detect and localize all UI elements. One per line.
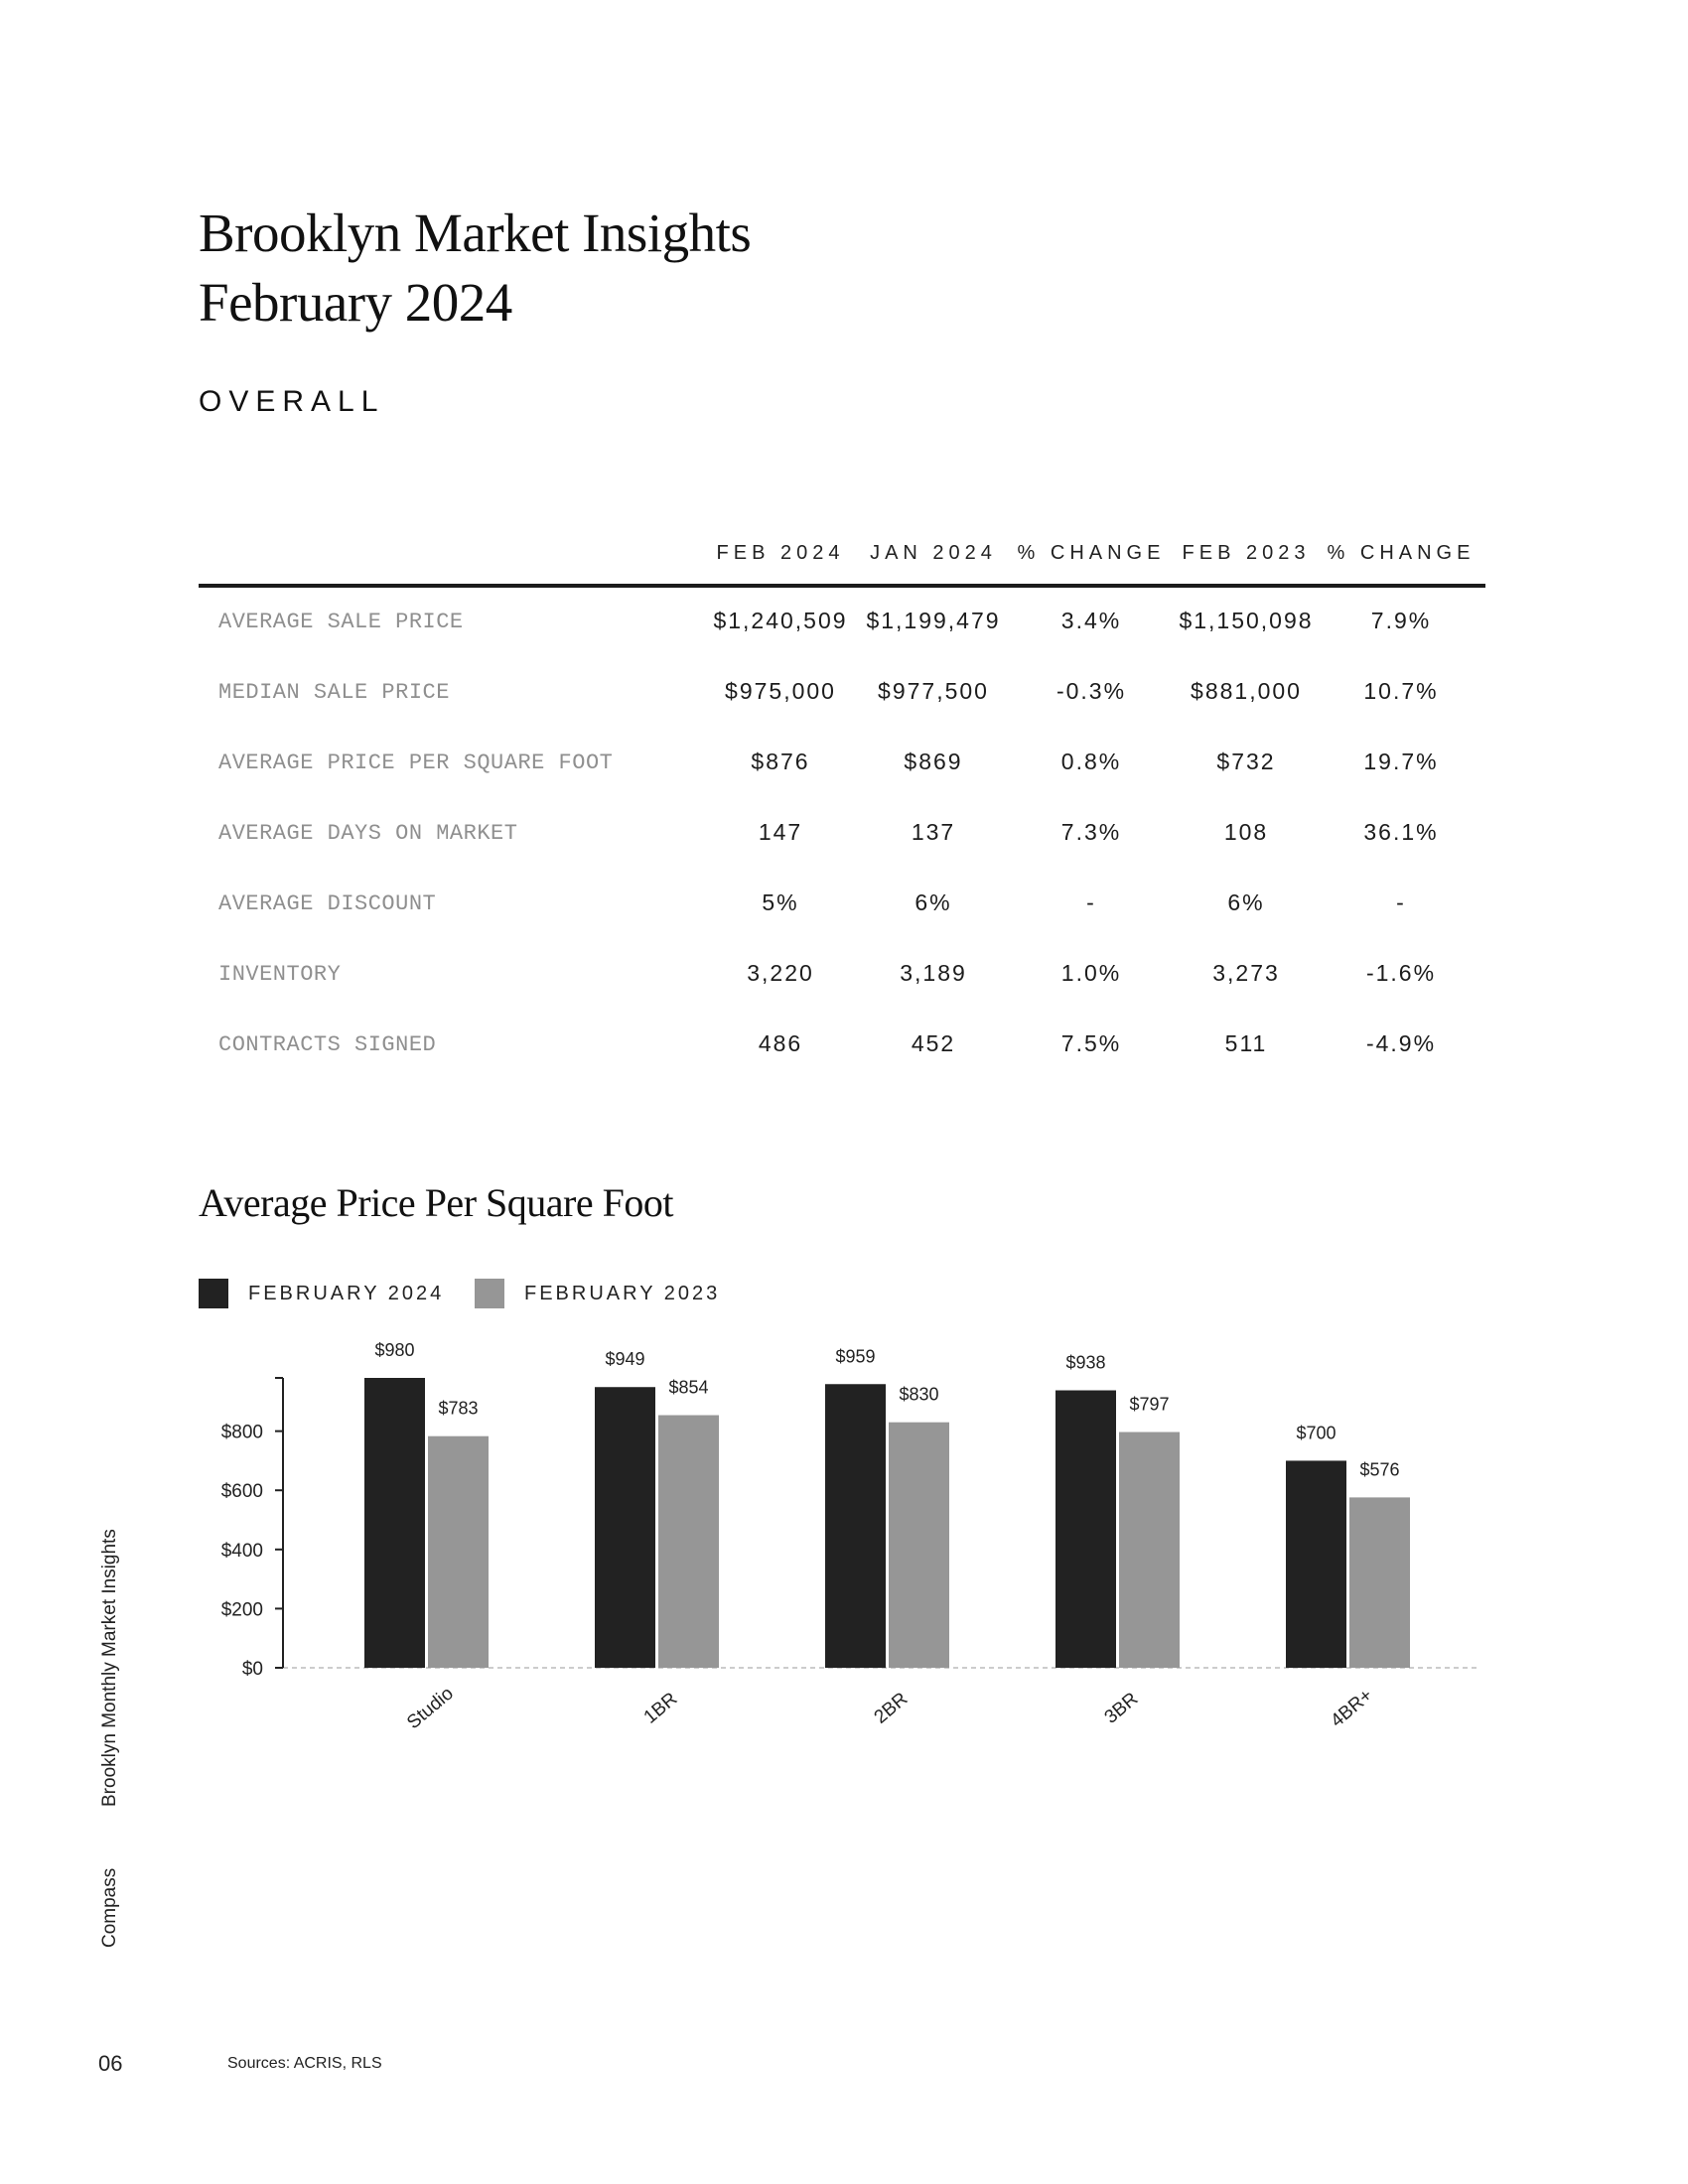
bar-value-label: $797	[1129, 1394, 1170, 1415]
table-cell: 486	[758, 1030, 803, 1056]
row-label: AVERAGE SALE PRICE	[218, 610, 464, 634]
row-label: AVERAGE PRICE PER SQUARE FOOT	[218, 751, 614, 775]
row-label: CONTRACTS SIGNED	[218, 1032, 437, 1057]
bar-feb-2024	[1286, 1460, 1346, 1668]
page-number: 06	[98, 2051, 123, 2076]
bar-value-label: $700	[1296, 1423, 1336, 1443]
bar-value-label: $854	[668, 1377, 709, 1398]
report-title-line2: February 2024	[199, 272, 512, 333]
table-cell: -0.3%	[1055, 678, 1127, 704]
col-header-feb-2024: FEB 2024	[716, 542, 845, 564]
bar-value-label: $576	[1359, 1459, 1400, 1480]
table-cell: 10.7%	[1363, 678, 1439, 704]
y-tick-label: $200	[220, 1599, 263, 1621]
bar-feb-2024	[825, 1384, 886, 1668]
table-cell: $881,000	[1191, 678, 1302, 704]
legend-swatch-feb-2024	[199, 1279, 228, 1308]
table-cell: $975,000	[725, 678, 836, 704]
table-cell: $869	[904, 749, 963, 774]
table-cell: -	[1086, 889, 1096, 915]
table-cell: -4.9%	[1365, 1030, 1437, 1056]
col-header-feb-2023: FEB 2023	[1182, 542, 1311, 564]
x-category-label: Studio	[403, 1683, 458, 1734]
bar-value-label: $959	[835, 1346, 876, 1367]
chart-title: Average Price Per Square Foot	[199, 1180, 673, 1225]
bar-feb-2023	[658, 1416, 719, 1668]
bar-value-label: $830	[899, 1384, 939, 1405]
table-cell: $1,240,509	[713, 608, 848, 633]
table-cell: 1.0%	[1060, 960, 1122, 986]
bar-feb-2024	[595, 1387, 655, 1668]
y-tick-label: $600	[220, 1481, 263, 1503]
report-title-line1: Brooklyn Market Insights	[199, 203, 752, 263]
y-tick-label: $400	[220, 1540, 263, 1562]
table-row	[199, 938, 1485, 1009]
bar-feb-2023	[1119, 1433, 1180, 1668]
table-cell: 36.1%	[1363, 819, 1439, 845]
table-cell: -	[1396, 889, 1406, 915]
table-cell: 3,220	[747, 960, 814, 986]
table-row	[199, 1009, 1485, 1079]
table-cell: 137	[911, 819, 956, 845]
bar-feb-2023	[428, 1436, 489, 1668]
table-cell: -1.6%	[1365, 960, 1437, 986]
table-cell: 147	[758, 819, 803, 845]
side-brand: Compass	[99, 1867, 120, 1948]
legend-swatch-feb-2023	[475, 1279, 504, 1308]
bar-value-label: $783	[438, 1398, 479, 1419]
y-tick-label: $800	[220, 1422, 263, 1443]
table-cell: 3,189	[900, 960, 967, 986]
table-cell: 7.3%	[1060, 819, 1122, 845]
table-header	[199, 532, 1485, 586]
table-cell: 3,273	[1212, 960, 1280, 986]
table-cell: $977,500	[878, 678, 989, 704]
row-label: AVERAGE DAYS ON MARKET	[218, 821, 518, 846]
table-row	[199, 727, 1485, 797]
x-category-label: 1BR	[639, 1688, 682, 1728]
table-cell: $1,150,098	[1179, 608, 1314, 633]
table-row	[199, 656, 1485, 727]
table-row	[199, 586, 1485, 656]
bar-value-label: $949	[605, 1349, 645, 1370]
table-cell: 7.9%	[1370, 608, 1432, 633]
table-cell: 6%	[1227, 889, 1265, 915]
table-cell: $876	[751, 749, 810, 774]
table-cell: 3.4%	[1060, 608, 1122, 633]
sources-note: Sources: ACRIS, RLS	[227, 2055, 382, 2072]
table-cell: 6%	[914, 889, 952, 915]
row-label: AVERAGE DISCOUNT	[218, 891, 437, 916]
col-header-pct-change-yoy: % CHANGE	[1327, 542, 1476, 564]
x-category-label: 3BR	[1100, 1688, 1143, 1728]
legend-label-feb-2023: FEBRUARY 2023	[524, 1283, 721, 1304]
report-title	[199, 199, 751, 338]
bar-feb-2024	[364, 1378, 425, 1668]
section-label: OVERALL	[199, 385, 385, 418]
table-cell: 7.5%	[1060, 1030, 1122, 1056]
side-publication-title: Brooklyn Monthly Market Insights	[99, 1529, 120, 1807]
table-cell: 108	[1223, 819, 1269, 845]
col-header-jan-2024: JAN 2024	[870, 542, 997, 564]
table-cell: $732	[1216, 749, 1276, 774]
x-category-label: 2BR	[870, 1688, 913, 1728]
table-cell: 5%	[762, 889, 799, 915]
bar-feb-2023	[1349, 1497, 1410, 1668]
table-cell: $1,199,479	[866, 608, 1001, 633]
bar-value-label: $938	[1065, 1352, 1106, 1373]
table-body	[199, 586, 1485, 1079]
bar-feb-2023	[889, 1423, 949, 1668]
bar-value-label: $980	[374, 1340, 415, 1360]
legend-label-feb-2024: FEBRUARY 2024	[248, 1283, 445, 1304]
price-per-sqft-bar-chart	[0, 1320, 1688, 1787]
table-row	[199, 797, 1485, 868]
bar-feb-2024	[1055, 1391, 1116, 1668]
table-cell: 0.8%	[1060, 749, 1122, 774]
table-cell: 452	[911, 1030, 956, 1056]
x-category-label: 4BR+	[1327, 1685, 1377, 1732]
table-row	[199, 868, 1485, 938]
table-cell: 511	[1224, 1030, 1268, 1056]
overall-stats-table	[199, 532, 1485, 1079]
col-header-pct-change-mom: % CHANGE	[1017, 542, 1166, 564]
row-label: MEDIAN SALE PRICE	[218, 680, 450, 705]
y-tick-label: $0	[241, 1659, 263, 1680]
table-cell: 19.7%	[1363, 749, 1439, 774]
row-label: INVENTORY	[218, 962, 342, 987]
